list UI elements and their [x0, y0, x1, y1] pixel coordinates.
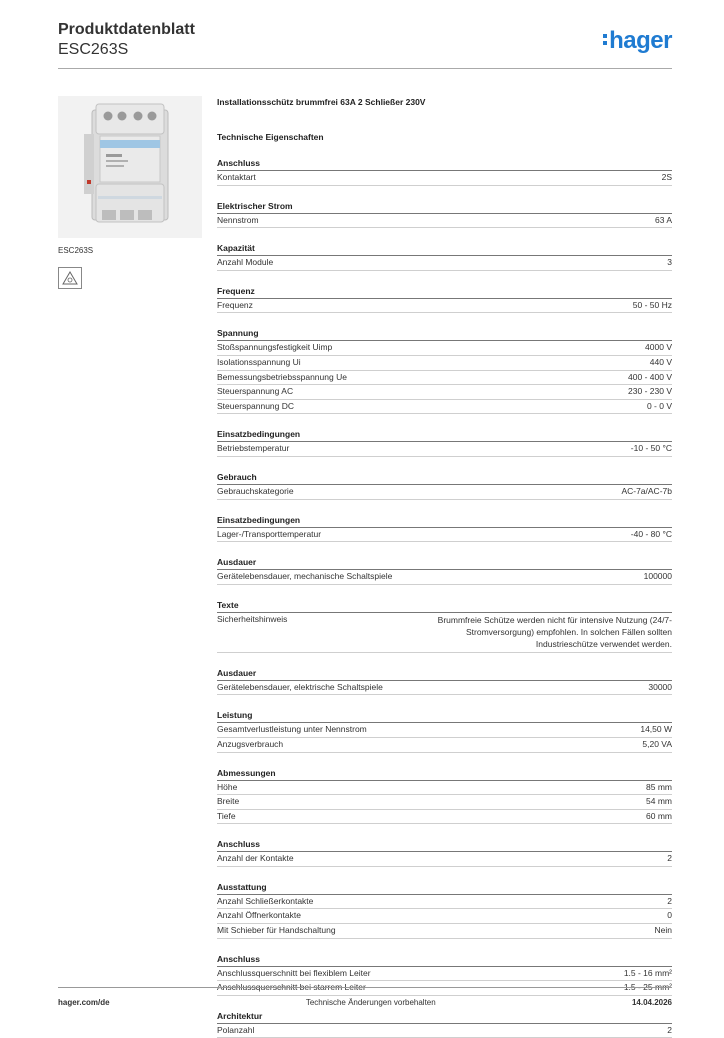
spec-value: AC-7a/AC-7b	[621, 485, 672, 496]
spec-value: 0	[667, 910, 672, 921]
spec-value: -10 - 50 °C	[630, 443, 672, 454]
spec-row	[217, 924, 672, 939]
spec-section-title: Ausdauer	[217, 667, 672, 681]
spec-section	[217, 157, 672, 186]
spec-label: Anzahl Module	[217, 257, 274, 268]
spec-value: 400 - 400 V	[628, 371, 672, 382]
spec-row	[217, 256, 672, 271]
spec-label: Frequenz	[217, 299, 253, 310]
spec-value: 60 mm	[646, 810, 672, 821]
spec-section-title: Ausstattung	[217, 881, 672, 895]
spec-section	[217, 767, 672, 825]
spec-row	[217, 967, 672, 982]
spec-row	[217, 371, 672, 386]
spec-section-title: Elektrischer Strom	[217, 200, 672, 214]
spec-label: Anzugsverbrauch	[217, 738, 284, 749]
spec-value: 2	[667, 1024, 672, 1035]
spec-value: 50 - 50 Hz	[632, 299, 672, 310]
specifications-column	[217, 96, 672, 1038]
spec-label: Sicherheitshinweis	[217, 613, 288, 624]
spec-row	[217, 1024, 672, 1038]
spec-value: 230 - 230 V	[628, 386, 672, 397]
spec-label: Anzahl Schließerkontakte	[217, 895, 314, 906]
spec-row	[217, 852, 672, 867]
spec-value: 85 mm	[646, 781, 672, 792]
spec-section-title: Einsatzbedingungen	[217, 428, 672, 442]
spec-label: Steuerspannung AC	[217, 386, 294, 397]
spec-label: Bemessungsbetriebsspannung Ue	[217, 371, 347, 382]
spec-label: Lager-/Transporttemperatur	[217, 528, 322, 539]
spec-row	[217, 795, 672, 810]
spec-label: Steuerspannung DC	[217, 400, 295, 411]
spec-section	[217, 709, 672, 752]
spec-section	[217, 667, 672, 696]
spec-row	[217, 171, 672, 186]
spec-label: Betriebstemperatur	[217, 443, 290, 454]
spec-value: 100000	[643, 571, 672, 582]
spec-row	[217, 570, 672, 585]
spec-value: 63 A	[654, 214, 672, 225]
footer-website: hager.com/de	[58, 998, 110, 1007]
spec-section-title: Leistung	[217, 709, 672, 723]
spec-label: Gerätelebensdauer, elektrische Schaltspiele	[217, 681, 383, 692]
spec-label: Gerätelebensdauer, mechanische Schaltspiele	[217, 571, 393, 582]
spec-value: 30000	[648, 681, 672, 692]
spec-section-title: Anschluss	[217, 838, 672, 852]
spec-value: 54 mm	[646, 796, 672, 807]
spec-section	[217, 285, 672, 314]
spec-section-title: Gebrauch	[217, 471, 672, 485]
page-footer	[58, 998, 672, 1007]
contactor-illustration-icon	[58, 96, 202, 238]
spec-row	[217, 385, 672, 400]
spec-section-title: Architektur	[217, 1010, 672, 1024]
spec-section	[217, 556, 672, 585]
spec-section-title: Spannung	[217, 327, 672, 341]
spec-value: 14,50 W	[640, 724, 672, 735]
spec-section	[217, 200, 672, 229]
certification-mark-icon	[58, 267, 82, 289]
spec-row	[217, 981, 672, 996]
spec-section	[217, 953, 672, 996]
spec-label: Anzahl der Kontakte	[217, 853, 294, 864]
spec-value: Nein	[654, 925, 672, 936]
spec-value: 1.5 - 25 mm²	[623, 982, 672, 993]
spec-row	[217, 356, 672, 371]
spec-value: 2S	[661, 172, 672, 182]
spec-value: 1.5 - 16 mm²	[623, 967, 672, 978]
spec-section-title: Kapazität	[217, 242, 672, 256]
spec-value: Brummfreie Schütze werden nicht für intensive Nutzung (24/7-Stromversorgung) empfohlen. In solchen Fällen sollten Industrieschütze verwendet werden.	[437, 614, 672, 649]
contactor-product-image	[58, 96, 202, 238]
technical-properties-heading: Technische Eigenschaften	[217, 132, 324, 142]
spec-label: Anzahl Öffnerkontakte	[217, 910, 301, 921]
spec-section-title: Anschluss	[217, 953, 672, 967]
spec-row	[217, 909, 672, 924]
footer-notice: Technische Änderungen vorbehalten	[305, 998, 436, 1007]
footer-divider	[58, 987, 672, 988]
spec-label: Kontaktart	[217, 172, 256, 182]
spec-section	[217, 242, 672, 271]
spec-label: Höhe	[217, 781, 238, 792]
hager-logo	[603, 28, 672, 54]
document-title: Produktdatenblatt	[58, 21, 195, 38]
document-product-code: ESC263S	[58, 41, 129, 58]
spec-section-title: Frequenz	[217, 285, 672, 299]
product-name: Installationsschütz brummfrei 63A 2 Schließer 230V	[217, 97, 426, 107]
spec-row	[217, 400, 672, 415]
spec-section	[217, 599, 672, 653]
spec-section	[217, 838, 672, 867]
spec-section-title: Anschluss	[217, 157, 672, 171]
spec-row	[217, 810, 672, 825]
spec-label: Mit Schieber für Handschaltung	[217, 925, 336, 936]
spec-label: Anschlussquerschnitt bei starrem Leiter	[217, 982, 366, 993]
spec-label: Tiefe	[217, 810, 236, 821]
spec-label: Gebrauchskategorie	[217, 485, 294, 496]
header-divider	[58, 68, 672, 69]
spec-section	[217, 428, 672, 457]
spec-label: Anschlussquerschnitt bei flexiblem Leiter	[217, 967, 371, 978]
logo-dots-icon	[603, 31, 607, 48]
spec-section-title: Ausdauer	[217, 556, 672, 570]
product-image-caption: ESC263S	[58, 246, 94, 255]
spec-value: 2	[667, 895, 672, 906]
spec-value: 2	[667, 853, 672, 864]
spec-row	[217, 738, 672, 753]
spec-section	[217, 514, 672, 543]
spec-row	[217, 895, 672, 910]
document-header	[58, 20, 195, 60]
product-image-column	[58, 96, 202, 289]
spec-row	[217, 681, 672, 696]
spec-label: Isolationsspannung Ui	[217, 356, 301, 367]
spec-label: Breite	[217, 796, 240, 807]
spec-row	[217, 442, 672, 457]
spec-row	[217, 299, 672, 314]
spec-row	[217, 613, 672, 653]
spec-row	[217, 341, 672, 356]
spec-section	[217, 881, 672, 939]
spec-value: 0 - 0 V	[646, 400, 672, 411]
spec-value: 4000 V	[645, 342, 672, 353]
spec-section-title: Abmessungen	[217, 767, 672, 781]
spec-section	[217, 327, 672, 414]
spec-value: 5,20 VA	[642, 738, 672, 749]
footer-date: 14.04.2026	[631, 998, 672, 1007]
spec-row	[217, 485, 672, 500]
logo-text: hager	[609, 27, 672, 54]
spec-value: -40 - 80 °C	[630, 528, 672, 539]
spec-label: Gesamtverlustleistung unter Nennstrom	[217, 724, 367, 735]
spec-section-title: Texte	[217, 599, 672, 613]
spec-row	[217, 781, 672, 796]
spec-section	[217, 471, 672, 500]
spec-sections	[217, 157, 672, 1038]
spec-label: Nennstrom	[217, 214, 259, 225]
spec-row	[217, 214, 672, 229]
spec-label: Stoßspannungsfestigkeit Uimp	[217, 342, 333, 353]
spec-label: Polanzahl	[217, 1024, 255, 1035]
spec-row	[217, 723, 672, 738]
spec-section-title: Einsatzbedingungen	[217, 514, 672, 528]
spec-value: 440 V	[649, 356, 672, 367]
spec-row	[217, 528, 672, 543]
spec-value: 3	[667, 257, 672, 268]
